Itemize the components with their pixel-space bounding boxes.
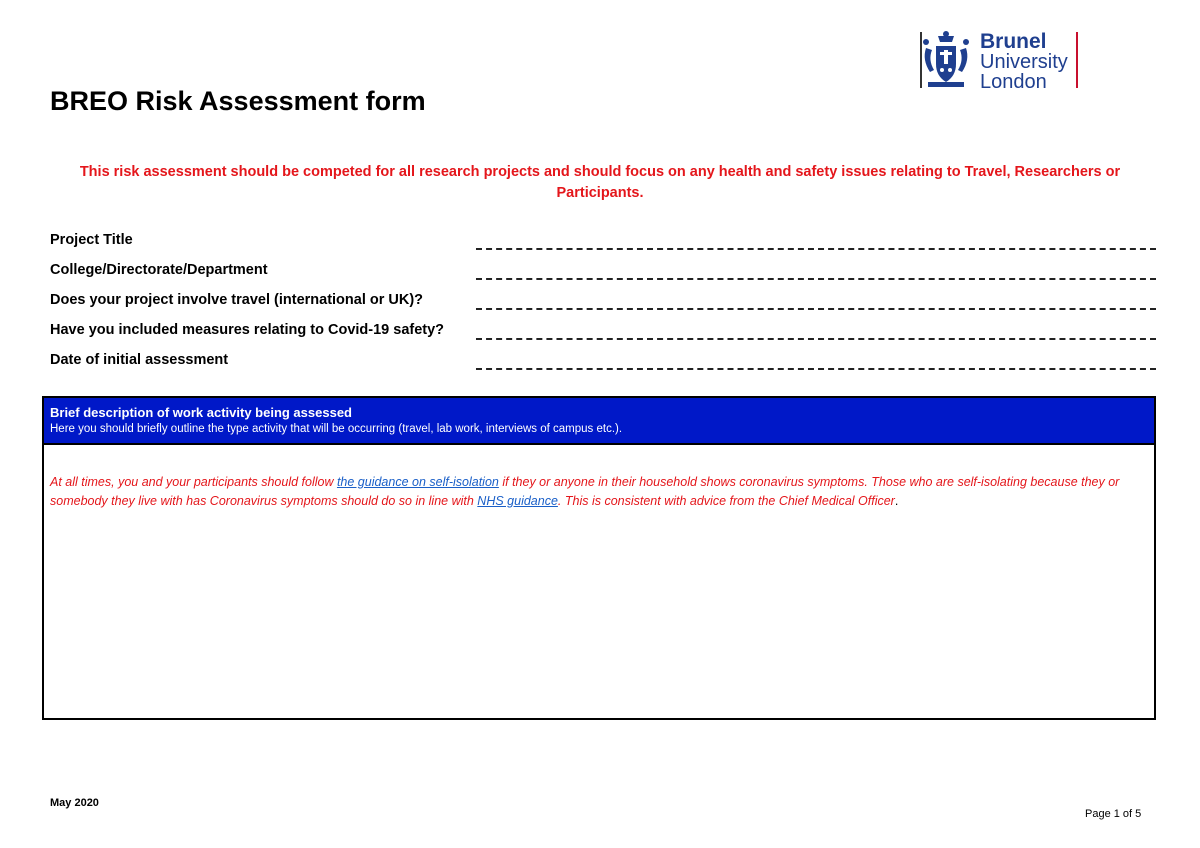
nhs-guidance-link[interactable]: NHS guidance bbox=[477, 494, 558, 508]
intro-instructions: This risk assessment should be competed for all research projects and should focus on any health and safety issues relating to Travel, Researchers or Participants. bbox=[79, 164, 1121, 201]
field-label: Project Title bbox=[50, 232, 133, 248]
field-label: Have you included measures relating to Covid-19 safety? bbox=[50, 322, 445, 338]
brunel-logo bbox=[920, 30, 1080, 92]
logo-divider-right bbox=[1076, 32, 1078, 88]
self-isolation-guidance-link[interactable]: the guidance on self-isolation bbox=[336, 475, 499, 489]
field-travel bbox=[50, 290, 1160, 320]
field-input-line[interactable] bbox=[476, 248, 1156, 250]
guidance-end: . bbox=[894, 494, 899, 508]
activity-subtitle: Here you should briefly outline the type activity that will be occurring (travel, lab work, interviews of campus etc.). bbox=[50, 423, 623, 435]
activity-title: Brief description of work activity being assessed bbox=[50, 405, 352, 420]
crest-icon bbox=[920, 30, 972, 90]
activity-description-box bbox=[42, 396, 1156, 720]
guidance-text: if they or anyone in their household shows coronavirus symptoms. Those who are self-isolating because they or somebody they live with has Coronavirus symptoms should do so in line with bbox=[50, 475, 1120, 508]
guidance-text: . This is consistent with advice from the Chief Medical Officer bbox=[557, 494, 895, 508]
field-label: College/Directorate/Department bbox=[50, 262, 268, 278]
field-input-line[interactable] bbox=[476, 278, 1156, 280]
field-project-title bbox=[50, 230, 1160, 260]
field-input-line[interactable] bbox=[476, 338, 1156, 340]
field-input-line[interactable] bbox=[476, 368, 1156, 370]
field-college-department bbox=[50, 260, 1160, 290]
logo-line-1: Brunel bbox=[980, 30, 1047, 53]
activity-text-area[interactable] bbox=[44, 445, 1154, 511]
page-number: Page 1 of 5 bbox=[1085, 808, 1142, 820]
activity-header bbox=[44, 398, 1154, 445]
logo-line-2: University bbox=[980, 51, 1068, 73]
field-assessment-date bbox=[50, 350, 1160, 380]
field-input-line[interactable] bbox=[476, 308, 1156, 310]
form-fields bbox=[50, 230, 1160, 380]
footer-date: May 2020 bbox=[50, 797, 99, 809]
field-label: Does your project involve travel (international or UK)? bbox=[50, 292, 424, 308]
guidance-text: At all times, you and your participants should follow bbox=[50, 475, 337, 489]
logo-wordmark bbox=[980, 32, 1068, 92]
field-label: Date of initial assessment bbox=[50, 352, 229, 368]
field-covid-measures bbox=[50, 320, 1160, 350]
page-title: BREO Risk Assessment form bbox=[50, 86, 426, 116]
logo-line-3: London bbox=[980, 71, 1047, 93]
